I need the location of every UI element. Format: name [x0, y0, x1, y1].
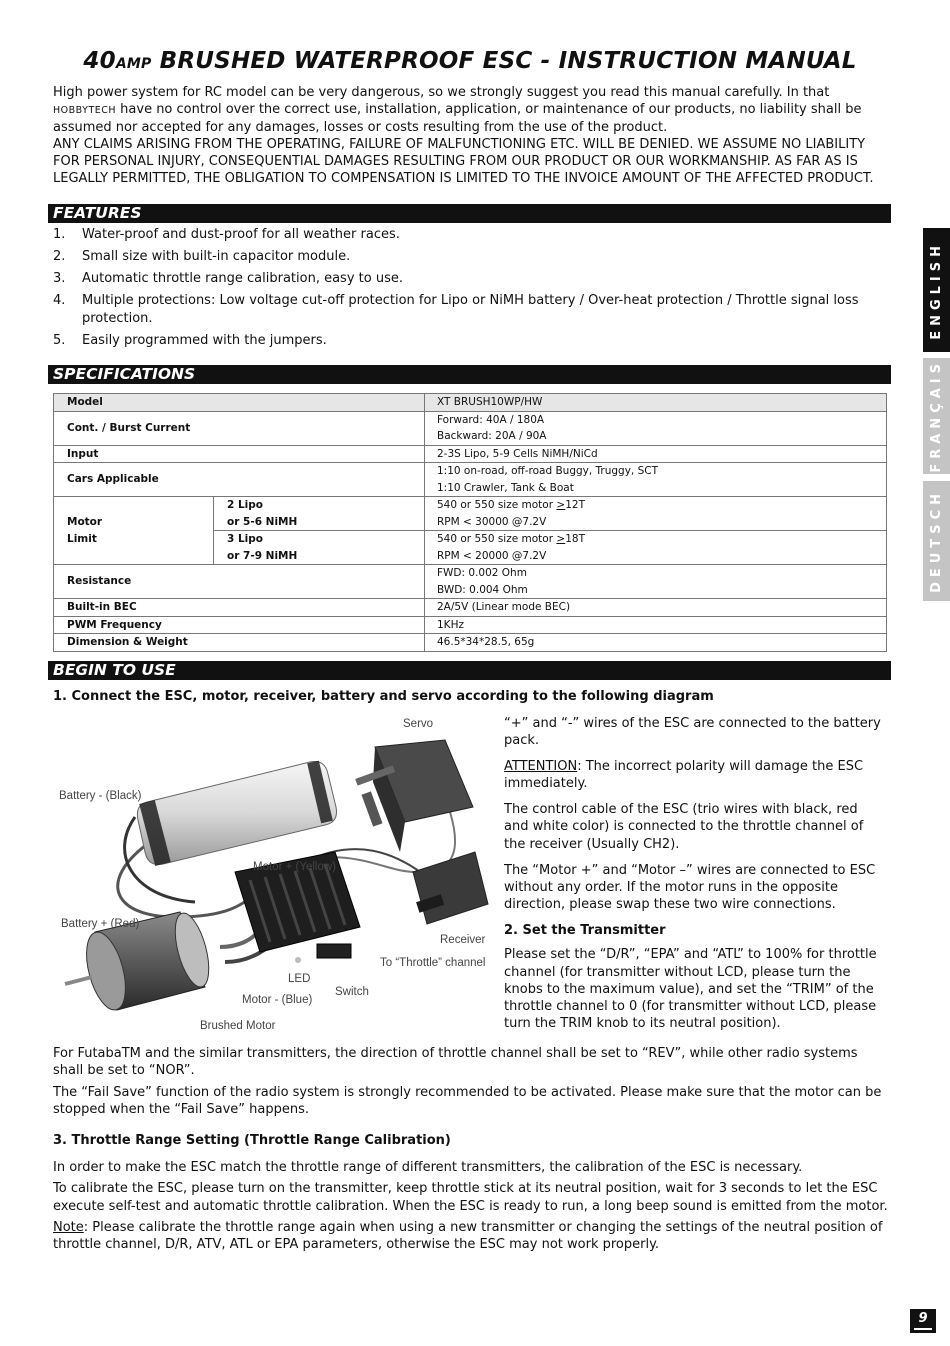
features-list — [53, 226, 888, 354]
step2-heading: 2. Set the Transmitter — [504, 922, 666, 938]
label-motor-negative: Motor - (Blue) — [242, 994, 313, 1006]
paragraph-note: Note: Please calibrate the throttle range again when using a new transmitter or changing the settings of the neutral position of throttle channel, D/R, ATV, ATL or EPA parameters, otherwise the ESC may not work properly. — [53, 1219, 883, 1253]
table-row: Model XT BRUSH10WP/HW — [54, 394, 887, 412]
note-transmitter: Please set the “D/R”, “EPA” and “ATL” to 100% for throttle channel (for transmitter without LCD, please turn the knobs to the maximum value), and set the “TRIM” of the throttle channel to 0 (for transmitter without LCD, please turn the TRIM knob to its neutral position). — [504, 947, 877, 1032]
calibration-paragraphs — [53, 1159, 888, 1257]
tab-francais[interactable]: FRANÇAIS — [923, 358, 950, 474]
receiver-graphic — [413, 852, 488, 924]
step3-heading: 3. Throttle Range Setting (Throttle Range Calibration) — [53, 1133, 451, 1148]
list-item: 3. Automatic throttle range calibration, easy to use. — [53, 271, 403, 286]
features-heading: FEATURES — [48, 204, 891, 223]
page-number-underline — [914, 1328, 932, 1330]
label-led: LED — [288, 973, 311, 985]
table-row: Resistance FWD: 0.002 Ohm BWD: 0.004 Ohm — [54, 565, 887, 599]
begin-to-use-heading: BEGIN TO USE — [48, 661, 891, 680]
label-throttle-channel: To “Throttle” channel — [380, 957, 486, 969]
tab-english[interactable]: ENGLISH — [923, 228, 950, 352]
specifications-table — [53, 393, 887, 652]
note-attention: ATTENTION: The incorrect polarity will damage the ESC immediately. — [504, 759, 864, 792]
table-row: 3 Lipo or 7-9 NiMH 540 or 550 size motor >18T RPM < 20000 @7.2V — [54, 531, 887, 565]
label-servo: Servo — [403, 718, 434, 730]
label-battery-negative: Battery - (Black) — [59, 790, 142, 802]
step1-heading: 1. Connect the ESC, motor, receiver, battery and servo according to the following diagram — [53, 689, 714, 704]
list-item: 4. Multiple protections: Low voltage cut-off protection for Lipo or NiMH battery / Over-heat protection / Throttle signal loss protection. — [53, 293, 859, 326]
page-number: 9 — [910, 1309, 936, 1333]
note-control-cable: The control cable of the ESC (trio wires with black, red and white color) is connected to the throttle channel of the receiver (Usually CH2). — [504, 802, 864, 852]
intro-text — [53, 84, 893, 187]
table-row: Dimension & Weight 46.5*34*28.5, 65g — [54, 634, 887, 652]
note-polarity-wires: “+” and “-” wires of the ESC are connected to the battery pack. — [504, 716, 881, 749]
paragraph-futaba: For FutabaTM and the similar transmitters, the direction of throttle channel shall be set to “REV”, while other radio systems shall be set to “NOR”. — [53, 1046, 858, 1079]
label-receiver: Receiver — [440, 934, 486, 946]
table-row: Cont. / Burst Current Forward: 40A / 180A Backward: 20A / 90A — [54, 411, 887, 445]
list-item: 1. Water-proof and dust-proof for all weather races. — [53, 227, 400, 242]
table-row: Input 2-3S Lipo, 5-9 Cells NiMH/NiCd — [54, 445, 887, 463]
page-title: 40AMP BRUSHED WATERPROOF ESC - INSTRUCTION MANUAL — [83, 48, 857, 74]
label-brushed-motor: Brushed Motor — [200, 1020, 276, 1032]
table-row: Built-in BEC 2A/5V (Linear mode BEC) — [54, 599, 887, 617]
note-motor-wires: The “Motor +” and “Motor –” wires are connected to ESC without any order. If the motor runs in the opposite direction, please swap these two wire connections. — [504, 862, 876, 913]
paragraph-calibration-intro: In order to make the ESC match the throttle range of different transmitters, the calibration of the ESC is necessary. — [53, 1160, 803, 1175]
transmitter-paragraphs — [53, 1045, 888, 1122]
wiring-diagram — [55, 712, 495, 1037]
list-item: 2. Small size with built-in capacitor module. — [53, 249, 351, 264]
table-row: Cars Applicable 1:10 on-road, off-road Buggy, Truggy, SCT 1:10 Crawler, Tank & Boat — [54, 463, 887, 497]
label-motor-positive: Motor + (Yellow) — [253, 861, 336, 873]
paragraph-fail-save: The “Fail Save” function of the radio system is strongly recommended to be activated. Please make sure that the motor can be stopped when the “Fail Save” happens. — [53, 1084, 882, 1117]
brand-name: HOBBYTECH — [53, 105, 117, 116]
battery-graphic — [137, 762, 336, 865]
table-row: PWM Frequency 1KHz — [54, 616, 887, 634]
liability-caps: ANY CLAIMS ARISING FROM THE OPERATING, FAILURE OF MALFUNCTIONING ETC. WILL BE DENIED. WE ASSUME NO LIABILITY FOR PERSONAL INJURY, CONSEQUENTIAL DAMAGES RESULTING FROM OUR PRODUCT OR OUR WORKMANSHIP. AS FAR AS IS LEGALLY PERMITTED, THE OBLIGATION TO COMPENSATION IS LIMITED TO THE INVOICE AMOUNT OF THE AFFECTED PRODUCT. — [53, 137, 874, 186]
connection-notes — [504, 715, 884, 1041]
intro-paragraph: High power system for RC model can be very dangerous, so we strongly suggest you read this manual carefully. In that HOBBYTECH have no control over the correct use, installation, application, or maintenance of our products, no liability shall be assumed nor accepted for any damages, losses or costs resulting from the use of the product. — [53, 85, 862, 135]
label-switch: Switch — [335, 986, 369, 998]
paragraph-calibration-steps: To calibrate the ESC, please turn on the transmitter, keep throttle stick at its neutral position, wait for 3 seconds to let the ESC execute self-test and automatic throttle calibration. When the ESC is ready to run, a long beep sound is emitted from the motor. — [53, 1181, 888, 1214]
list-item: 5. Easily programmed with the jumpers. — [53, 332, 327, 348]
tab-deutsch[interactable]: DEUTSCH — [923, 481, 950, 601]
specifications-heading: SPECIFICATIONS — [48, 365, 891, 384]
label-battery-positive: Battery + (Red) — [61, 918, 140, 930]
table-row: Motor Limit 2 Lipo or 5-6 NiMH 540 or 550 size motor >12T RPM < 30000 @7.2V — [54, 497, 887, 531]
